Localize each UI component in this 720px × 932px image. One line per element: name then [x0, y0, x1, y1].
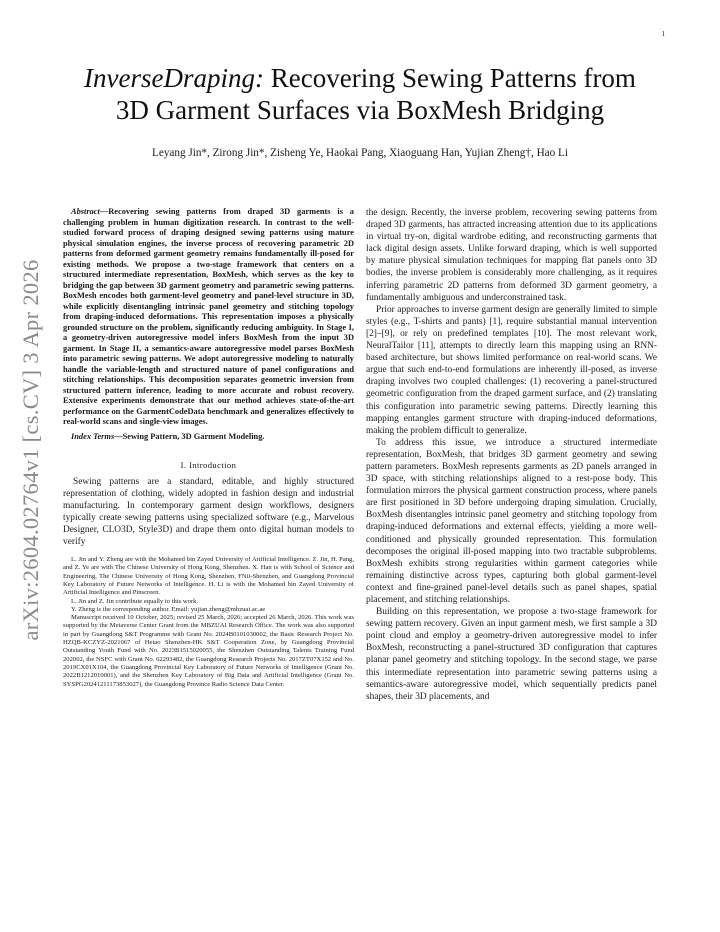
footnote-separator [63, 548, 354, 556]
abstract-lead: Abstract [71, 207, 100, 216]
paper-title [60, 62, 660, 126]
title-line2: 3D Garment Surfaces via BoxMesh Bridging [115, 95, 605, 125]
abstract-text: —Recovering sewing patterns from draped 3D garments is a challenging problem in human digitization research. In contrast to the well-studied forward process of draping designed sewing patterns using mature physical simulation engines, the inverse process of recovering parametric 2D patterns from deformed garment geometry remains fundamentally ill-posed for existing methods. We propose a two-stage framework that centers on a structured intermediate representation, BoxMesh, which serves as the key to bridging the gap between 3D garment geometry and parametric sewing patterns. BoxMesh encodes both garment-level geometry and panel-level structure in 3D, while explicitly disentangling intrinsic panel geometry and stitching topology from draping-induced deformations. This representation imposes a physically grounded structure on the problem, significantly reducing ambiguity. In Stage I, a geometry-driven autoregressive model infers BoxMesh from the input 3D garment. In Stage II, a semantics-aware autoregressive model parses BoxMesh into parametric sewing patterns. We adopt autoregressive modeling to naturally handle the variable-length and structured nature of panel configurations and stitching relationships. This decomposition separates geometric inversion from structured pattern inference, leading to more accurate and robust recovery. Extensive experiments demonstrate that our method achieves state-of-the-art performance on the GarmentCodeData benchmark and generalizes effectively to real-world scans and single-view images. [63, 207, 354, 426]
footnote: Manuscript received 10 October, 2025; revised 25 March, 2026; accepted 26 March, 2026. This work was supported by the Metaverse Center Grant from the MBZUAI Research Office. The work was also supported in part by Guangdong S&T Programme with Grant No. 2024B0101030002, the Basic Research Project No. HZQB-KCZYZ-2021067 of Hetao Shenzhen-HK S&T Cooperation Zone, by Guangdong Provincial Outstanding Youth Fund with No. 2023B1515020055, the Shenzhen Outstanding Talents Training Fund 202002, the NSFC with Grant No. 62293482, the Guangdong Research Projects No. 2017ZT07X152 and No. 2019CX01X104, the Guangdong Provincial Key Laboratory of Future Networks of Intelligence (Grant No. 2022B1212010001), and the Shenzhen Key Laboratory of Big Data and Artificial Intelligence (Grant No. SYSPG20241211173853027), the Guangdong Province Radio Science Data Center. [63, 614, 354, 688]
index-terms-lead: Index Terms [71, 431, 115, 441]
left-column [63, 207, 354, 689]
intro-paragraph: Sewing patterns are a standard, editable, and highly structured representation of clothing, widely adopted in fashion design and industrial manufacturing. In contemporary garment design workflows, designers typically create sewing patterns using specialized software (e.g., Marvelous Designer, CLO3D, Style3D) and drape them onto digital human models to verify [63, 476, 354, 547]
abstract [63, 207, 354, 428]
body-paragraph: To address this issue, we introduce a structured intermediate representation, BoxMesh, that bridges 3D garment geometry and sewing pattern parameters. BoxMesh represents garments as 2D panels arranged in 3D space, with stitching relationships aligned to a rest-pose body. This formulation mirrors the physical garment construction process, where panels are first positioned in 3D before undergoing draping simulation. Crucially, BoxMesh disentangles intrinsic panel geometry and stitching topology from draping-induced deformations and external effects, yielding a more well-conditioned and physically grounded representation. This formulation decomposes the original ill-posed mapping into two tractable subproblems. BoxMesh exhibits strong regularities within garment categories while remaining distinctive across types, capturing both global garment-level context and fine-grained panel-level details such as panel shapes, spatial placement, and stitching relationships. [366, 437, 657, 605]
body-paragraph: the design. Recently, the inverse problem, recovering sewing patterns from draped 3D garments, has attracted increasing attention due to its applications in virtual try-on, digital wardrobe editing, and reconstructing garments that lack digital design assets. Unlike forward draping, which is well supported by mature physical simulation techniques for mapping flat panels onto 3D bodies, the inverse problem is considerably more challenging, as it requires inferring parametric 2D patterns from deformed 3D garment geometry, a fundamentally ambiguous and underconstrained task. [366, 208, 657, 303]
section-heading: I. Introduction [180, 459, 237, 470]
body-paragraph: Prior approaches to inverse garment design are generally limited to simple styles (e.g., T-shirts and pants) [1], require substantial manual intervention [2]–[9], or rely on predefined templates [10]. The most relevant work, NeuralTailor [11], attempts to directly learn this mapping using an RNN-based architecture, but shows limited performance on real-world scans. We argue that such end-to-end formulations are inherently ill-posed, as inverse draping involves two coupled challenges: (1) recovering a panel-structured geometric configuration from the draped garment surface, and (2) translating this configuration into parametric sewing patterns. Directly learning this mapping entangles garment structure with draping-induced deformations, making the problem difficult to generalize. [366, 304, 657, 436]
index-terms-text: —Sewing Pattern, 3D Garment Modeling. [114, 431, 265, 441]
title-line1-rest: Recovering Sewing Patterns from [264, 63, 636, 93]
title-italic-part: InverseDraping: [84, 63, 265, 93]
index-terms [63, 431, 354, 442]
footnote: L. Jin and Y. Zheng are with the Mohamed bin Zayed University of Artificial Intelligence. Z. Jin, H. Pang, and Z. Ye are with The Chinese University of Hong Kong, Shenzhen. X. Han is with School of Science and Engineering, The Chinese University of Hong Kong, Shenzhen, FNii-Shenzhen, and Guangdong Provincial Key Laboratory of Future Networks of Intelligence. H. Li is with the Mohamed bin Zayed University of Artificial Intelligence and Pinscreen. [63, 556, 354, 597]
page-number: 1 [661, 30, 665, 38]
footnote: Y. Zheng is the corresponding author. Email: yujian.zheng@mbzuai.ac.ae [71, 605, 266, 613]
right-column [366, 207, 657, 703]
arxiv-identifier: arXiv:2604.02764v1 [cs.CV] 3 Apr 2026 [18, 259, 43, 641]
arxiv-identifier-stamp [8, 215, 54, 685]
body-paragraph: Building on this representation, we propose a two-stage framework for sewing pattern recovery. Given an input garment mesh, we first sample a 3D point cloud and employ a geometry-driven autoregressive model to infer BoxMesh, reconstructing a panel-structured 3D configuration that captures planar panel geometry and stitching topology. In the second stage, we parse this intermediate representation into parametric sewing patterns using a semantics-aware autoregressive model, which sequentially predicts panel shapes, their 3D placements, and [366, 607, 657, 702]
footnote: L. Jin and Z. Jin contribute equally to this work. [71, 597, 199, 605]
author-list: Leyang Jin*, Zirong Jin*, Zisheng Ye, Haokai Pang, Xiaoguang Han, Yujian Zheng†, Hao Li [152, 147, 568, 159]
